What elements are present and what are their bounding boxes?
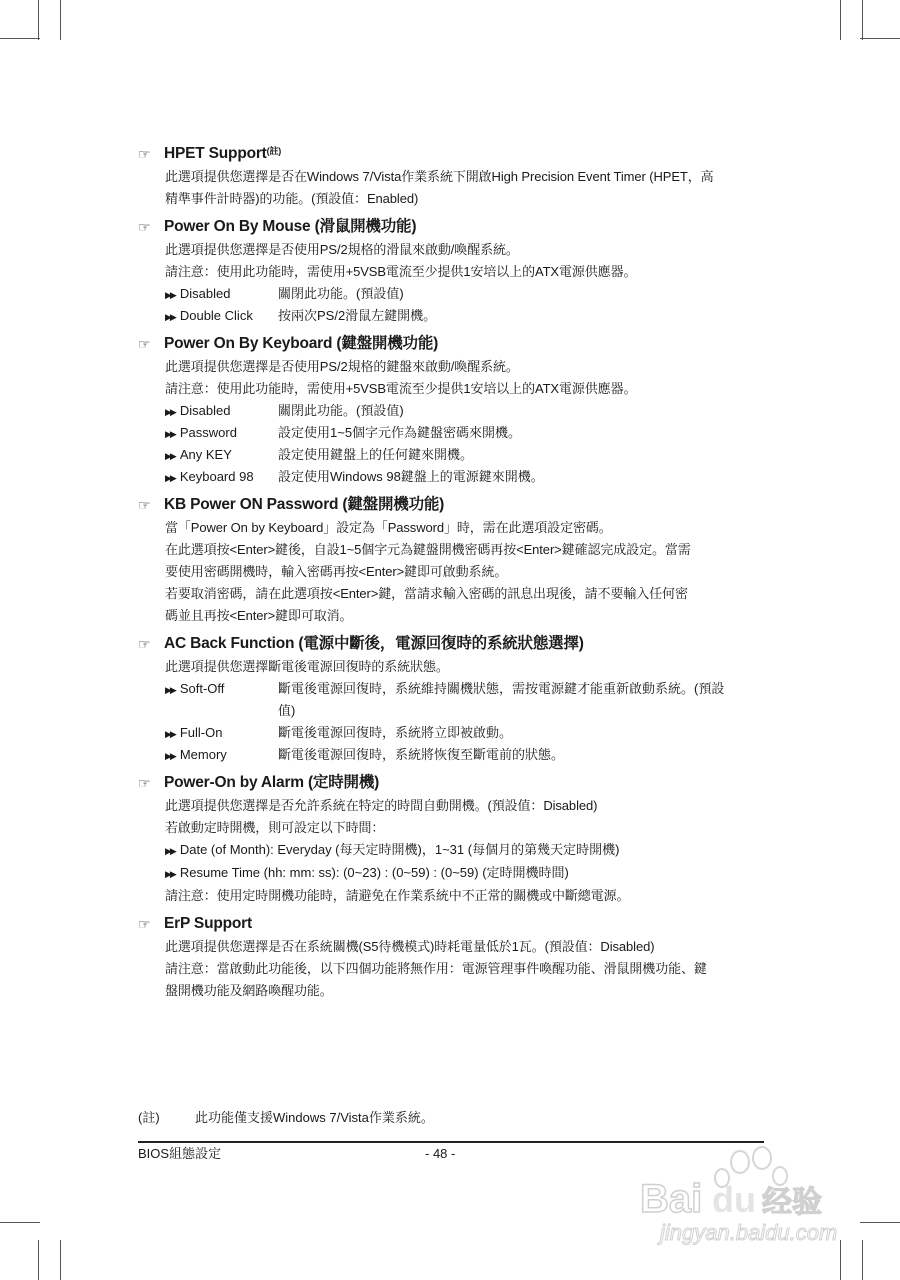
double-arrow-icon: ▶▶ bbox=[165, 429, 175, 439]
section-title: Power On By Mouse (滑鼠開機功能) bbox=[164, 218, 417, 235]
paragraph-line: 若要取消密碼，請在此選項按<Enter>鍵，當請求輸入密碼的訊息出現後，請不要輸入任何密 bbox=[165, 586, 688, 601]
option-name bbox=[165, 744, 227, 767]
pointing-hand-icon: ☞ bbox=[138, 497, 151, 513]
double-arrow-icon: ▶▶ bbox=[165, 846, 175, 856]
bullet-item bbox=[138, 839, 766, 862]
paragraph-line: 此選項提供您選擇斷電後電源回復時的系統狀態。 bbox=[165, 659, 449, 674]
footer-chapter: BIOS組態設定 bbox=[138, 1146, 222, 1161]
option-description: 設定使用Windows 98鍵盤上的電源鍵來開機。 bbox=[278, 469, 544, 484]
section-heading bbox=[138, 142, 766, 166]
double-arrow-icon: ▶▶ bbox=[165, 473, 175, 483]
crop-mark bbox=[840, 0, 841, 40]
double-arrow-icon: ▶▶ bbox=[165, 451, 175, 461]
paragraph-line: 要使用密碼開機時，輸入密碼再按<Enter>鍵即可啟動系統。 bbox=[165, 564, 508, 579]
paragraph-line: 請注意：使用此功能時，需使用+5VSB電流至少提供1安培以上的ATX電源供應器。 bbox=[165, 381, 637, 396]
footnote-mark: (註) bbox=[138, 1110, 160, 1125]
crop-mark bbox=[60, 1240, 61, 1280]
paragraph-line: 此選項提供您選擇是否使用PS/2規格的滑鼠來啟動/喚醒系統。 bbox=[165, 242, 519, 257]
bullet-text: Resume Time (hh: mm: ss): (0~23) : (0~59) : (0~59) (定時開機時間) bbox=[179, 865, 569, 880]
section bbox=[138, 912, 766, 1002]
option-row bbox=[138, 466, 766, 488]
pointing-hand-icon: ☞ bbox=[138, 336, 151, 352]
section-title: HPET Support bbox=[164, 145, 267, 162]
pointing-hand-icon: ☞ bbox=[138, 146, 151, 162]
crop-mark bbox=[38, 0, 39, 40]
option-label: Full-On bbox=[179, 725, 223, 740]
section bbox=[138, 632, 766, 766]
option-label: Disabled bbox=[179, 403, 231, 418]
option-name bbox=[165, 400, 230, 423]
pointing-hand-icon: ☞ bbox=[138, 916, 151, 932]
double-arrow-icon: ▶▶ bbox=[165, 685, 175, 695]
section bbox=[138, 771, 766, 907]
crop-mark bbox=[0, 1222, 40, 1223]
section-heading bbox=[138, 771, 766, 795]
paragraph-line: 此選項提供您選擇是否在系統關機(S5待機模式)時耗電量低於1瓦。(預設值：Disabled) bbox=[165, 939, 655, 954]
option-label: Disabled bbox=[179, 286, 231, 301]
option-label: Memory bbox=[179, 747, 227, 762]
option-row bbox=[138, 400, 766, 422]
crop-mark bbox=[38, 1240, 39, 1280]
double-arrow-icon: ▶▶ bbox=[165, 869, 175, 879]
option-label: Soft-Off bbox=[179, 681, 225, 696]
section-title: Power On By Keyboard (鍵盤開機功能) bbox=[164, 335, 439, 352]
pointing-hand-icon: ☞ bbox=[138, 636, 151, 652]
option-name bbox=[165, 722, 222, 745]
option-description: 斷電後電源回復時，系統將恢復至斷電前的狀態。 bbox=[278, 747, 565, 762]
section bbox=[138, 142, 766, 210]
option-description: 斷電後電源回復時，系統維持關機狀態，需按電源鍵才能重新啟動系統。(預設 bbox=[278, 681, 725, 696]
option-description: 關閉此功能。(預設值) bbox=[278, 286, 404, 301]
paragraph-line: 請注意：使用此功能時，需使用+5VSB電流至少提供1安培以上的ATX電源供應器。 bbox=[165, 264, 637, 279]
double-arrow-icon: ▶▶ bbox=[165, 751, 175, 761]
option-row bbox=[138, 444, 766, 466]
double-arrow-icon: ▶▶ bbox=[165, 407, 175, 417]
footnote bbox=[138, 1108, 434, 1128]
option-row bbox=[138, 744, 766, 766]
paragraph-line: 此選項提供您選擇是否使用PS/2規格的鍵盤來啟動/喚醒系統。 bbox=[165, 359, 519, 374]
watermark-jingyan: 经验 bbox=[762, 1185, 822, 1220]
paragraph-line: 若啟動定時開機，則可設定以下時間： bbox=[165, 820, 385, 835]
crop-mark bbox=[0, 38, 40, 39]
option-row bbox=[138, 422, 766, 444]
double-arrow-icon: ▶▶ bbox=[165, 729, 175, 739]
option-description: 按兩次PS/2滑鼠左鍵開機。 bbox=[278, 308, 437, 323]
section-title: AC Back Function (電源中斷後，電源回復時的系統狀態選擇) bbox=[164, 635, 584, 652]
option-row bbox=[138, 283, 766, 305]
pointing-hand-icon: ☞ bbox=[138, 775, 151, 791]
watermark-baidu: Bai bbox=[640, 1177, 703, 1221]
page-number: - 48 - bbox=[425, 1146, 456, 1161]
option-name bbox=[165, 283, 230, 306]
bullet-text: Date (of Month): Everyday (每天定時開機)，1~31 (每個月的第幾天定時開機) bbox=[179, 842, 620, 857]
option-name bbox=[165, 466, 254, 489]
option-label: Keyboard 98 bbox=[179, 469, 254, 484]
option-label: Password bbox=[179, 425, 237, 440]
section-heading bbox=[138, 493, 766, 517]
pointing-hand-icon: ☞ bbox=[138, 219, 151, 235]
paragraph-line: 盤開機功能及網路喚醒功能。 bbox=[165, 983, 333, 998]
option-description: 值) bbox=[278, 703, 296, 718]
section-heading bbox=[138, 215, 766, 239]
paragraph-line: 請注意：當啟動此功能後，以下四個功能將無作用：電源管理事件喚醒功能、滑鼠開機功能、鍵 bbox=[165, 961, 707, 976]
section bbox=[138, 493, 766, 627]
option-label: Double Click bbox=[179, 308, 253, 323]
paragraph-line: 此選項提供您選擇是否在Windows 7/Vista作業系統下開啟High Precision Event Timer (HPET，高 bbox=[165, 169, 714, 184]
section bbox=[138, 332, 766, 488]
double-arrow-icon: ▶▶ bbox=[165, 312, 175, 322]
option-row bbox=[138, 678, 766, 700]
option-description: 關閉此功能。(預設值) bbox=[278, 403, 404, 418]
option-name bbox=[165, 444, 232, 467]
bullet-item bbox=[138, 862, 766, 885]
paragraph-line: 此選項提供您選擇是否允許系統在特定的時間自動開機。(預設值：Disabled) bbox=[165, 798, 598, 813]
section-heading bbox=[138, 332, 766, 356]
paragraph-line: 在此選項按<Enter>鍵後，自設1~5個字元為鍵盤開機密碼再按<Enter>鍵確認完成設定。當需 bbox=[165, 542, 691, 557]
crop-mark bbox=[860, 38, 900, 39]
option-name bbox=[165, 678, 224, 701]
option-name bbox=[165, 422, 237, 445]
paragraph-line: 碼並且再按<Enter>鍵即可取消。 bbox=[165, 608, 353, 623]
footnote-text: 此功能僅支援Windows 7/Vista作業系統。 bbox=[195, 1110, 434, 1125]
paragraph-line: 當「Power On by Keyboard」設定為「Password」時，需在此選項設定密碼。 bbox=[165, 520, 612, 535]
crop-mark bbox=[862, 0, 863, 40]
section-title: ErP Support bbox=[164, 915, 252, 932]
manual-content bbox=[138, 142, 766, 1007]
option-row bbox=[138, 722, 766, 744]
double-arrow-icon: ▶▶ bbox=[165, 290, 175, 300]
paragraph-line: 精準事件計時器)的功能。(預設值：Enabled) bbox=[165, 191, 419, 206]
option-description: 設定使用1~5個字元作為鍵盤密碼來開機。 bbox=[278, 425, 522, 440]
option-name bbox=[165, 305, 253, 328]
baidu-watermark bbox=[640, 1140, 870, 1250]
section-title: Power-On by Alarm (定時開機) bbox=[164, 774, 380, 791]
section-title: KB Power ON Password (鍵盤開機功能) bbox=[164, 496, 445, 513]
section-heading bbox=[138, 632, 766, 656]
crop-mark bbox=[60, 0, 61, 40]
option-description: 設定使用鍵盤上的任何鍵來開機。 bbox=[278, 447, 474, 462]
watermark-du: du bbox=[712, 1179, 756, 1220]
footnote-ref: (註) bbox=[266, 146, 282, 156]
watermark-url: jingyan.baidu.com bbox=[660, 1220, 838, 1245]
paragraph-line: 請注意：使用定時開機功能時，請避免在作業系統中不正常的關機或中斷總電源。 bbox=[165, 888, 630, 903]
option-label: Any KEY bbox=[179, 447, 232, 462]
option-row bbox=[138, 305, 766, 327]
section-heading bbox=[138, 912, 766, 936]
option-row bbox=[138, 700, 766, 722]
section bbox=[138, 215, 766, 327]
option-description: 斷電後電源回復時，系統將立即被啟動。 bbox=[278, 725, 513, 740]
